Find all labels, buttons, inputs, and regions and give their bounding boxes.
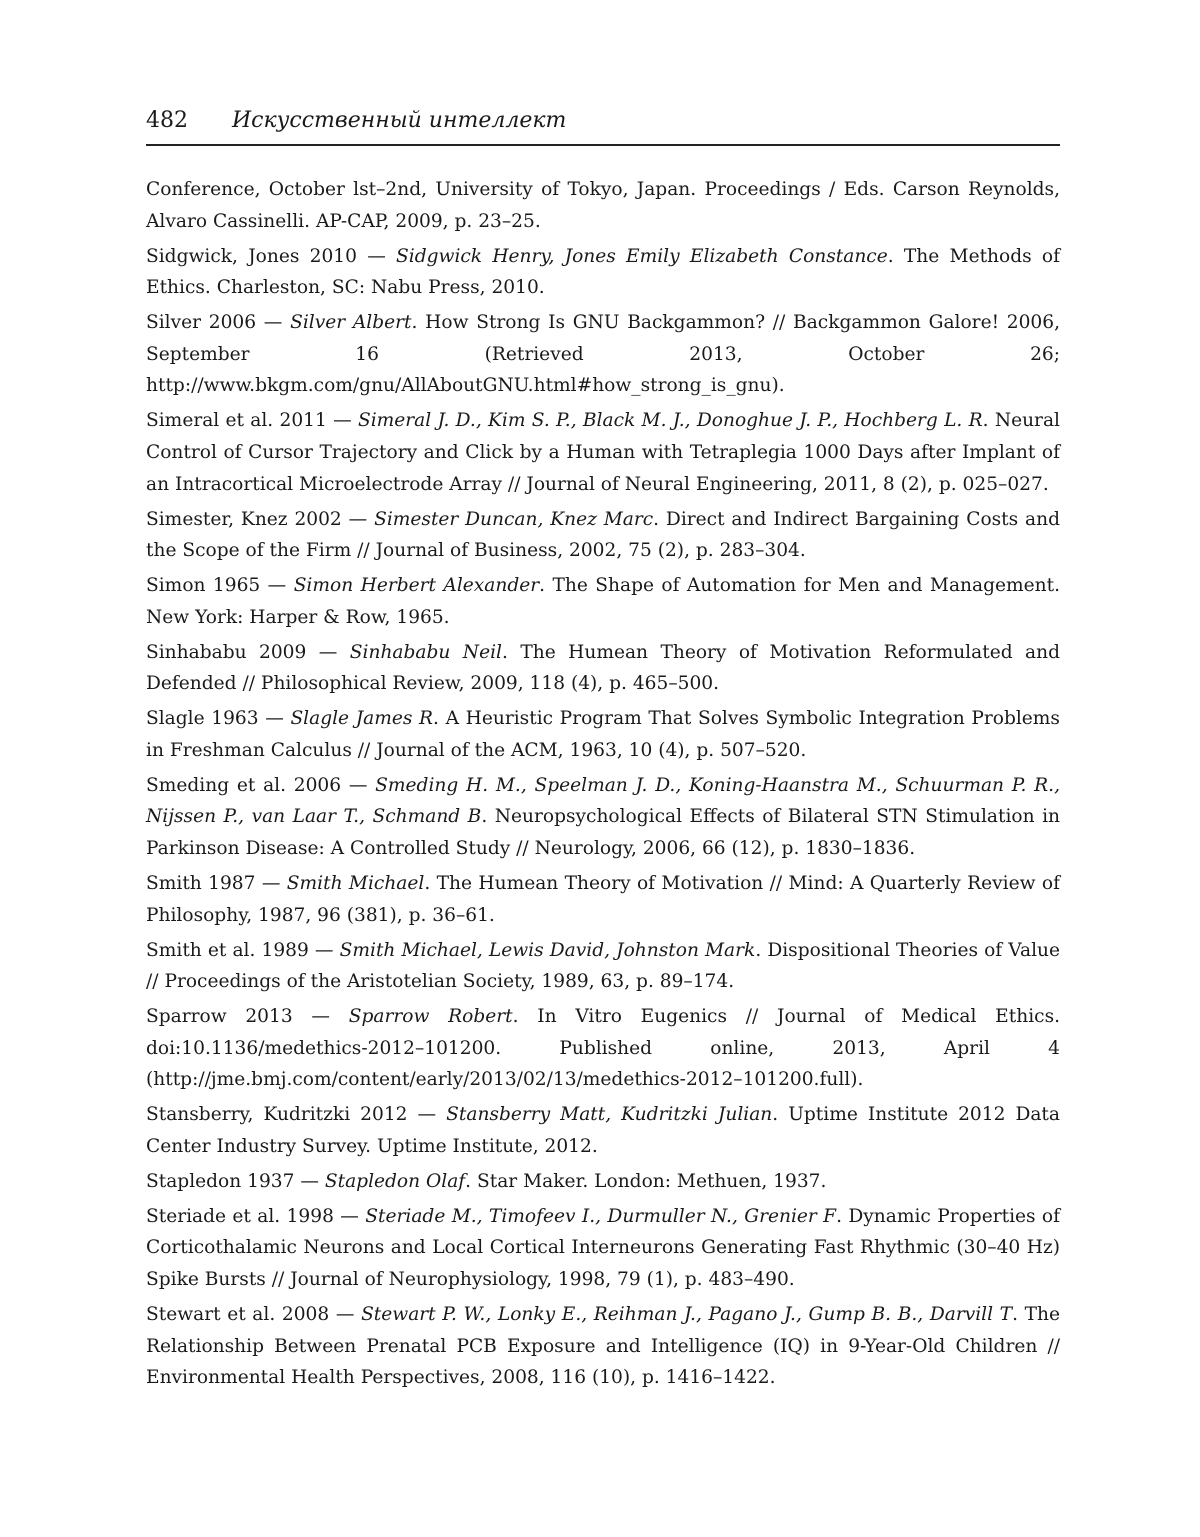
reference-key: Sparrow 2013	[146, 1006, 293, 1028]
reference-details: . The Humean Theory of Motivation // Mind: A Quarterly Review of Philosophy, 1987, 96 (381), p. 36–61.	[146, 872, 1060, 926]
reference-details: . The Methods of Ethics. Charleston, SC: Nabu Press, 2010.	[146, 245, 1060, 299]
reference-authors: Stewart P. W., Lonky E., Reihman J., Pagano J., Gump B. B., Darvill T	[361, 1304, 1013, 1326]
reference-details: . A Heuristic Program That Solves Symbolic Integration Problems in Freshman Calculus // Journal of the ACM, 1963, 10 (4), p. 507–520.	[146, 708, 1060, 761]
reference-details: . The Humean Theory of Motivation Reformulated and Defended // Philosophical Review, 2009, 118 (4), p. 465–500.	[146, 641, 1060, 695]
reference-entry	[146, 770, 1060, 865]
reference-separator: —	[407, 1104, 447, 1126]
reference-separator: —	[292, 1006, 349, 1028]
reference-separator: —	[255, 872, 287, 894]
reference-authors: Simester Duncan, Knez Marc	[374, 508, 654, 530]
reference-entry	[146, 703, 1060, 766]
reference-authors: Slagle James R	[290, 708, 434, 730]
running-head	[146, 104, 1060, 138]
reference-separator: —	[341, 774, 376, 796]
reference-authors: Simon Herbert Alexander	[293, 575, 540, 597]
reference-separator: —	[329, 1304, 362, 1326]
reference-authors: Sinhababu Neil	[349, 641, 502, 663]
reference-entry	[146, 504, 1060, 567]
reference-key: Smith 1987	[146, 872, 256, 894]
reference-key: Sinhababu 2009	[146, 641, 307, 663]
reference-details: . Star Maker. London: Methuen, 1937.	[465, 1170, 827, 1192]
reference-entry	[146, 935, 1060, 998]
reference-details: . Uptime Institute 2012 Data Center Industry Survey. Uptime Institute, 2012.	[146, 1104, 1060, 1157]
reference-key: Sidgwick, Jones 2010	[146, 245, 357, 267]
header-rule	[146, 144, 1060, 146]
reference-authors: Sparrow Robert	[348, 1006, 513, 1028]
reference-details: . Direct and Indirect Bargaining Costs and the Scope of the Firm // Journal of Business, 2002, 75 (2), p. 283–304.	[146, 508, 1061, 562]
reference-entry	[146, 405, 1060, 500]
reference-key: Smeding et al. 2006	[146, 774, 342, 796]
reference-key: Stapledon 1937	[146, 1170, 295, 1192]
reference-key: Simeral et al. 2011	[146, 410, 327, 432]
reference-key: Smith et al. 1989	[146, 939, 309, 961]
reference-entry	[146, 868, 1060, 931]
reference-authors: Stansberry Matt, Kudritzki Julian	[446, 1104, 773, 1126]
reference-separator: —	[256, 312, 291, 334]
reference-separator: —	[326, 410, 358, 432]
reference-details: . Dispositional Theories of Value // Proceedings of the Aristotelian Society, 1989, 63, p. 89–174.	[146, 939, 1061, 993]
reference-authors: Steriade M., Timofeev I., Durmuller N., Grenier F	[365, 1205, 837, 1227]
reference-details: . The Relationship Between Prenatal PCB Exposure and Intelligence (IQ) in 9-Year-Old Children // Environmental Health Perspectives, 2008, 116 (10), p. 1416–1422.	[146, 1304, 1060, 1389]
reference-entry	[146, 307, 1060, 402]
reference-entry	[146, 1001, 1060, 1096]
reference-details: Conference, October lst–2nd, University of Tokyo, Japan. Proceedings / Eds. Carson Reynolds, Alvaro Cassinelli. AP-CAP, 2009, p. 23–25.	[146, 179, 1060, 232]
reference-details: . The Shape of Automation for Men and Management. New York: Harper & Row, 1965.	[146, 575, 1060, 628]
reference-authors: Simeral J. D., Kim S. P., Black M. J., Donoghue J. P., Hochberg L. R	[357, 410, 983, 432]
reference-entry	[146, 1299, 1060, 1394]
reference-key: Simon 1965	[146, 575, 261, 597]
reference-details: . How Strong Is GNU Backgammon? // Backgammon Galore! 2006, September 16 (Retrieved 2013, October 26; http://www.bkgm.com/gnu/AllAboutGNU.html#how_strong_is_gnu).	[146, 312, 1060, 397]
reference-authors: Smith Michael, Lewis David, Johnston Mark	[339, 939, 756, 961]
reference-authors: Silver Albert	[290, 312, 412, 334]
page-number: 482	[146, 108, 188, 133]
reference-entry	[146, 241, 1060, 304]
reference-key: Stansberry, Kudritzki 2012	[146, 1104, 408, 1126]
reference-key: Silver 2006	[146, 312, 257, 334]
reference-separator: —	[333, 1205, 366, 1227]
reference-entry	[146, 1166, 1060, 1198]
reference-separator: —	[306, 641, 350, 663]
reference-separator: —	[258, 708, 291, 730]
reference-key: Stewart et al. 2008	[146, 1304, 330, 1326]
reference-details: . Dynamic Properties of Corticothalamic Neurons and Local Cortical Interneurons Generating Fast Rhythmic (30–40 Hz) Spike Bursts // Journal of Neurophysiology, 1998, 79 (1), p. 483–490.	[146, 1205, 1061, 1291]
reference-entry	[146, 1099, 1060, 1162]
reference-separator: —	[308, 939, 340, 961]
reference-separator: —	[294, 1170, 325, 1192]
reference-authors: Sidgwick Henry, Jones Emily Elizabeth Constance	[396, 245, 888, 267]
reference-key: Slagle 1963	[146, 708, 259, 730]
reference-separator: —	[341, 508, 375, 530]
reference-details: . Neural Control of Cursor Trajectory and Click by a Human with Tetraplegia 1000 Days after Implant of an Intracortical Microelectrode Array // Journal of Neural Engineering, 2011, 8 (2), p. 025–027.	[146, 410, 1060, 495]
reference-separator: —	[356, 245, 397, 267]
running-title: Искусственный интеллект	[232, 108, 567, 133]
reference-authors: Stapledon Olaf	[324, 1170, 466, 1192]
reference-details: . Neuropsychological Effects of Bilateral STN Stimulation in Parkinson Disease: A Controlled Study // Neurology, 2006, 66 (12), p. 1830–1836.	[146, 806, 1060, 859]
reference-authors: Smith Michael	[286, 872, 425, 894]
reference-list	[146, 174, 1060, 1397]
reference-authors: Smeding H. M., Speelman J. D., Koning-Haanstra M., Schuurman P. R., Nijssen P., van Laar T., Schmand B	[146, 774, 1060, 828]
reference-entry	[146, 1201, 1060, 1296]
reference-entry	[146, 637, 1060, 700]
reference-entry	[146, 174, 1060, 237]
reference-separator: —	[260, 575, 294, 597]
reference-entry	[146, 570, 1060, 633]
reference-key: Steriade et al. 1998	[146, 1205, 334, 1227]
reference-details: . In Vitro Eugenics // Journal of Medical Ethics. doi:10.1136/medethics-2012–101200. Published online, 2013, April 4 (http://jme.bmj.com/content/early/2013/02/13/medethics-2012–101200.full).	[146, 1006, 1061, 1091]
reference-key: Simester, Knez 2002	[146, 508, 342, 530]
